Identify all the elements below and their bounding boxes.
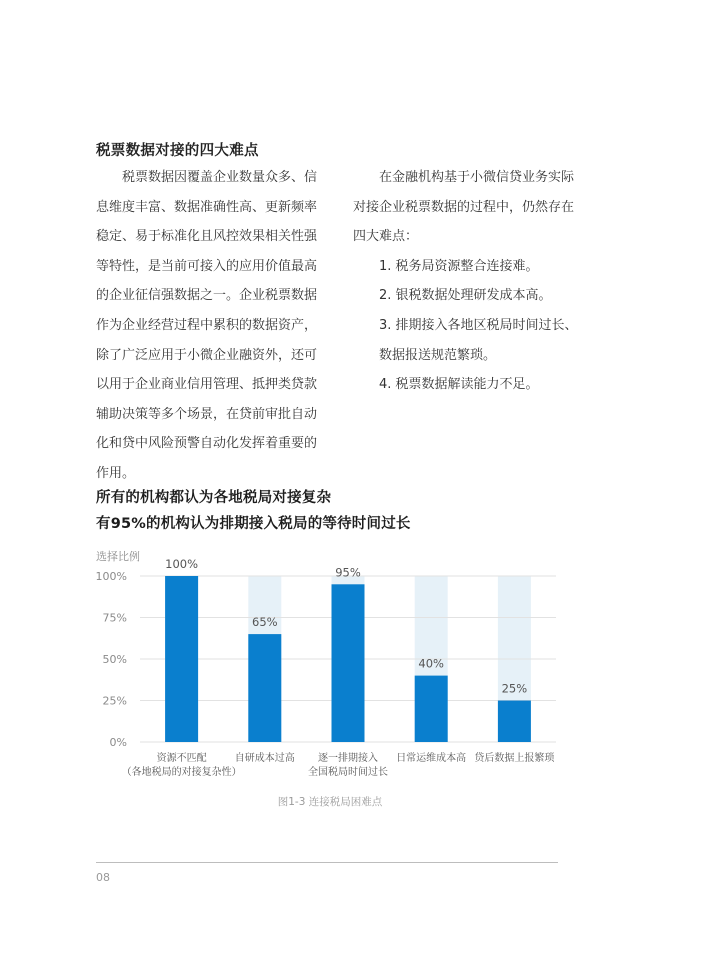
chart-title-1: 所有的机构都认为各地税局对接复杂 [96, 490, 332, 506]
data-label: 25% [501, 681, 528, 696]
right-intro: 在金融机构基于小微信贷业务实际对接企业税票数据的过程中，仍然存在四大难点： [353, 170, 575, 245]
x-tick-label: （各地税局的对接复杂性） [121, 767, 242, 778]
data-label: 65% [252, 615, 278, 630]
difficulty-item: 数据报送规范繁琐。 [379, 347, 497, 363]
chart-caption: 图1-3 连接税局困难点 [277, 796, 383, 808]
bar [165, 576, 198, 742]
x-tick-label: 逐一排期接入 [318, 753, 378, 764]
difficulty-item: 1. 税务局资源整合连接难。 [379, 258, 539, 274]
y-tick-label: 50% [102, 653, 127, 666]
difficulty-item: 3. 排期接入各地区税局时间过长、 [379, 317, 578, 333]
difficulty-item: 2. 银税数据处理研发成本高。 [379, 288, 552, 304]
section-heading: 税票数据对接的四大难点 [96, 143, 259, 159]
left-paragraph: 税票数据因覆盖企业数量众多、信息维度丰富、数据准确性高、更新频率稳定、易于标准化且风控效果相关性强等特性，是当前可接入的应用价值最高的企业征信强数据之一。企业税票数据作为企业经营过程中累积的数据资产，除了广泛应用于小微企业融资外，还可以用于企业商业信用管理、抵押类贷款辅助决策等多个场景，在贷前审批自动化和贷中风险预警自动化发挥着重要的作用。 [96, 170, 318, 481]
footer-divider [96, 862, 558, 863]
x-tick-label: 资源不匹配 [156, 753, 207, 764]
x-tick-label: 贷后数据上报繁琐 [474, 753, 555, 764]
x-tick-label: 自研成本过高 [234, 753, 295, 764]
chart-title-2: 有95%的机构认为排期接入税局的等待时间过长 [96, 516, 411, 532]
x-tick-label: 日常运维成本高 [396, 753, 467, 764]
y-tick-label: 75% [102, 611, 127, 625]
y-axis-label: 选择比例 [96, 550, 140, 563]
difficulty-item: 4. 税票数据解读能力不足。 [379, 377, 539, 393]
y-tick-label: 100% [95, 570, 127, 583]
data-label: 40% [418, 656, 444, 671]
bar [498, 701, 531, 743]
bar [248, 634, 281, 742]
data-label: 100% [165, 557, 199, 571]
y-tick-label: 0% [109, 736, 127, 749]
bar [415, 676, 448, 742]
y-tick-label: 25% [102, 694, 127, 708]
bar [332, 584, 365, 742]
x-tick-label: 全国税局时间过长 [308, 767, 388, 778]
page-number: 08 [96, 871, 110, 884]
data-label: 95% [335, 565, 361, 580]
